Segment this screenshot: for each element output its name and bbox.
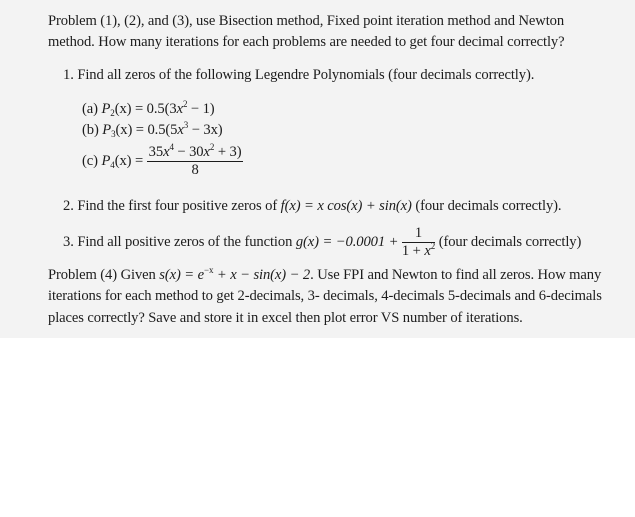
item-1 (63, 67, 534, 84)
t: 35 (148, 144, 164, 160)
problem-4-line-2: iterations for each method to get 2-decimals, 3- decimals, 4-decimals 5-decimals and 6-decimals (48, 288, 602, 304)
var: (x) (115, 122, 133, 138)
item-2-text: Find the first four positive zeros of (77, 198, 281, 214)
item-1-number: 1. (63, 67, 74, 83)
item-1-text: Find all zeros of the following Legendre Polynomials (four decimals correctly). (77, 67, 535, 83)
item-1a (82, 101, 215, 118)
subscript: 4 (110, 159, 115, 170)
item-1b (82, 122, 223, 139)
x: x (176, 101, 183, 117)
intro-line-2: method. How many iterations for each problems are needed to get four decimal correctly? (48, 34, 565, 50)
function-rest: + x − sin(x) − 2 (213, 267, 311, 283)
numerator (147, 144, 244, 162)
numerator: 1 (402, 225, 435, 243)
label: (b) (82, 122, 99, 138)
symbol: P (102, 122, 112, 138)
item-1c (82, 144, 243, 179)
symbol: P (101, 101, 111, 117)
denominator: 8 (191, 162, 199, 178)
rhs: = 0.5(3 (131, 101, 177, 117)
subscript: 3 (111, 129, 116, 139)
denominator (402, 243, 435, 260)
item-2-function: f(x) = x cos(x) + sin(x) (280, 198, 412, 214)
item-3-text: Find all positive zeros of the function (77, 233, 296, 250)
fraction (147, 144, 244, 179)
t: 1 + (401, 243, 425, 259)
exponent: 3 (183, 120, 189, 130)
rhs-post: − 1) (187, 101, 215, 117)
x: x (424, 243, 431, 259)
var: (x) = (114, 152, 144, 169)
item-3-function: g(x) = −0.0001 + (295, 233, 402, 250)
problem-4-line-3: places correctly? Save and store it in excel then plot error VS number of iterations. (48, 310, 523, 326)
t: − 30 (173, 144, 204, 160)
exponent: −x (203, 265, 214, 275)
x: x (203, 144, 210, 160)
item-3-number: 3. (63, 233, 74, 250)
t: . Use FPI and Newton to find all zeros. How many (310, 267, 602, 283)
fraction (402, 225, 435, 260)
item-3 (63, 225, 581, 260)
item-2 (63, 198, 561, 215)
label: (a) (82, 101, 98, 117)
exponent: 2 (182, 99, 188, 109)
problem-4-line-1 (48, 267, 601, 284)
x: x (177, 122, 184, 138)
rhs-post: − 3x) (188, 122, 223, 138)
subscript: 2 (110, 108, 115, 118)
exponent: 2 (430, 241, 436, 251)
t: Problem (4) Given (48, 267, 160, 283)
x: x (163, 144, 170, 160)
item-2-suffix: (four decimals correctly). (411, 198, 562, 214)
exponent: 4 (169, 142, 174, 152)
symbol: P (101, 152, 111, 169)
item-2-number: 2. (63, 198, 74, 214)
rhs: = 0.5(5 (132, 122, 178, 138)
exponent: 2 (209, 142, 215, 152)
function: s(x) = e (159, 267, 204, 283)
t: + 3) (214, 144, 242, 160)
item-3-suffix: (four decimals correctly) (435, 233, 582, 250)
var: (x) (114, 101, 132, 117)
label: (c) (82, 152, 98, 169)
intro-line-1: Problem (1), (2), and (3), use Bisection method, Fixed point iteration method and Newton (48, 13, 565, 29)
